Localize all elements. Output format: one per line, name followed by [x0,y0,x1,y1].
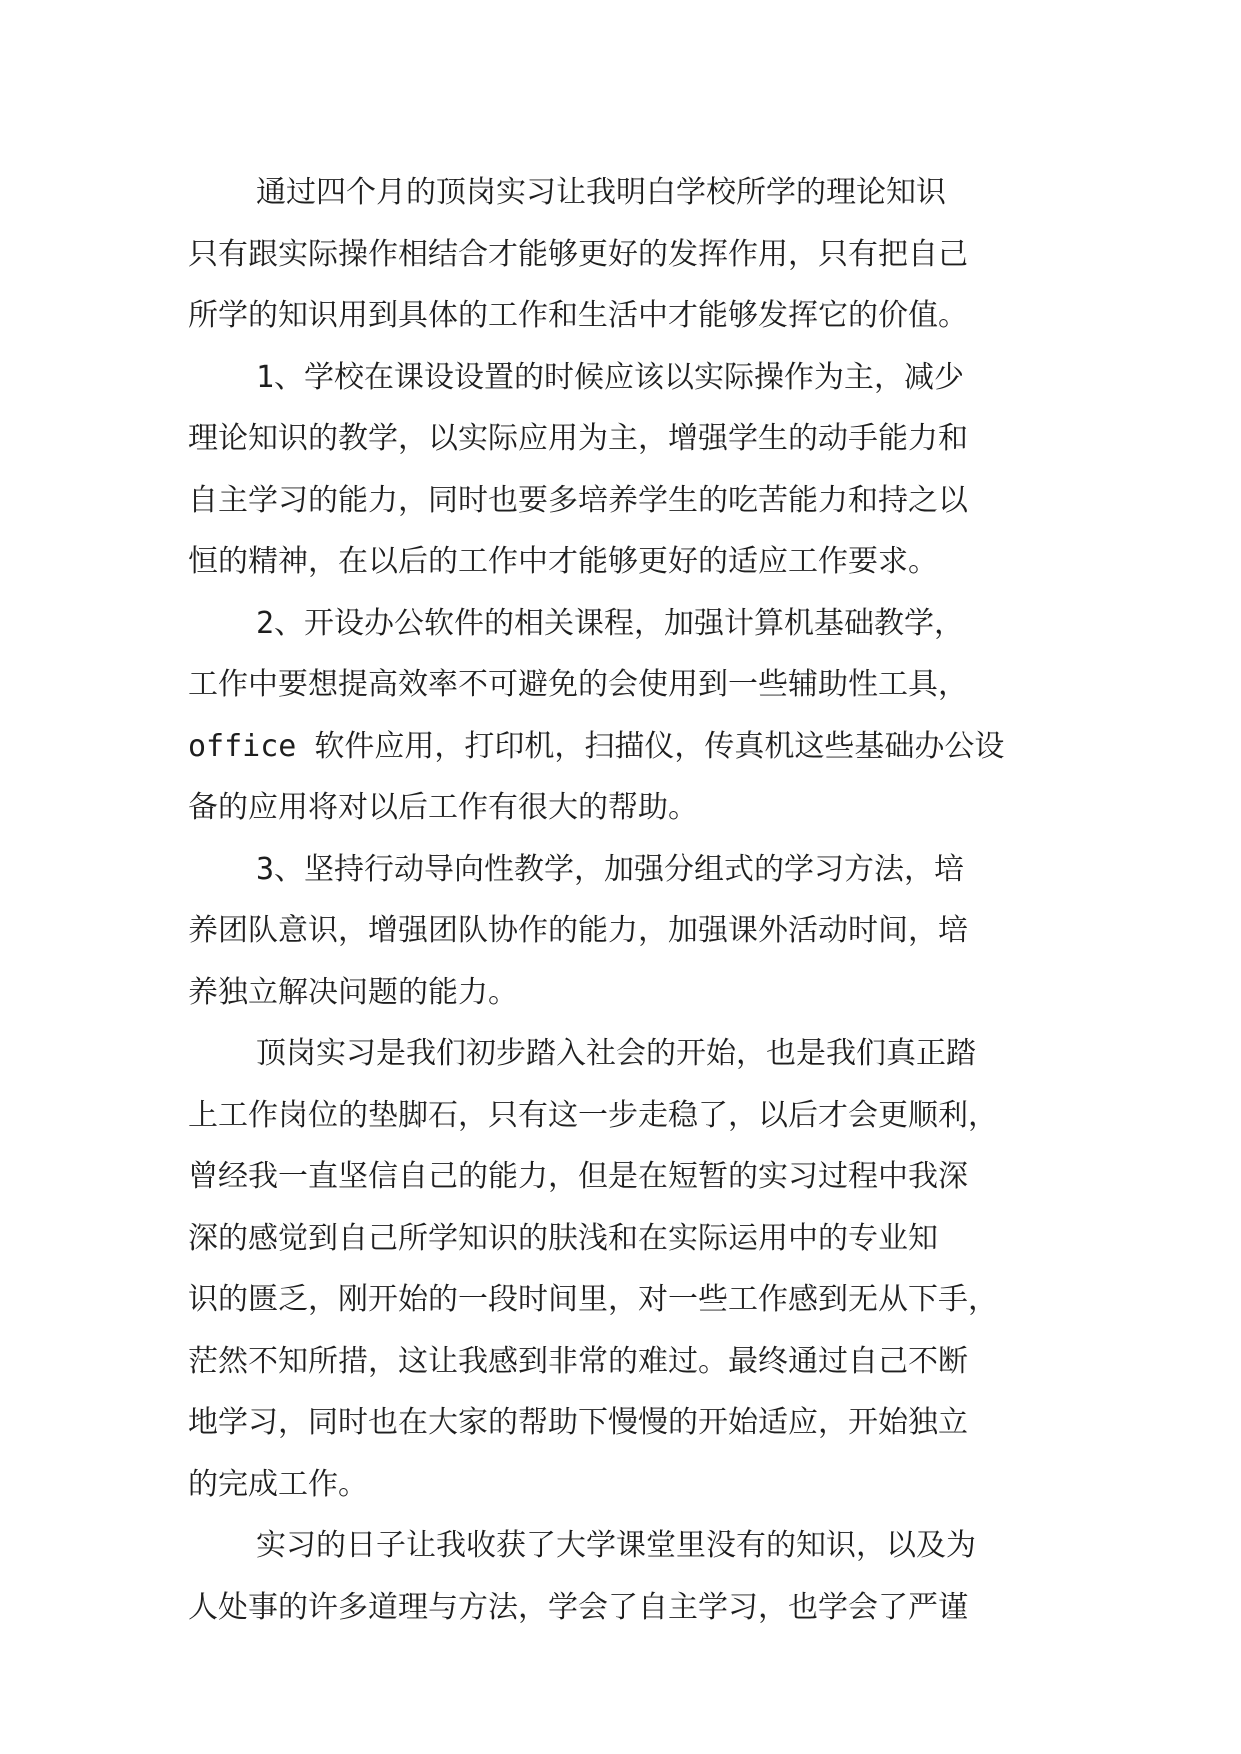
text-line: 养团队意识，增强团队协作的能力，加强课外活动时间，培 [188,913,968,948]
text-line: 识的匮乏，刚开始的一段时间里，对一些工作感到无从下手， [188,1282,998,1317]
text-line: 工作中要想提高效率不可避免的会使用到一些辅助性工具， [188,667,968,702]
text-line: 备的应用将对以后工作有很大的帮助。 [188,790,698,825]
text-line: 自主学习的能力，同时也要多培养学生的吃苦能力和持之以 [188,482,968,518]
text-line: 3、坚持行动导向性教学，加强分组式的学习方法，培 [256,851,965,887]
text-line: 顶岗实习是我们初步踏入社会的开始，也是我们真正踏 [256,1036,976,1071]
text-line: 1、学校在课设设置的时候应该以实际操作为主，减少 [256,359,965,395]
text-line: 通过四个月的顶岗实习让我明白学校所学的理论知识 [256,175,946,210]
text-line: 只有跟实际操作相结合才能够更好的发挥作用，只有把自己 [188,236,968,272]
text-line: 地学习，同时也在大家的帮助下慢慢的开始适应，开始独立 [188,1405,968,1440]
text-line: 恒的精神，在以后的工作中才能够更好的适应工作要求。 [188,544,938,579]
text-line: 2、开设办公软件的相关课程，加强计算机基础教学， [256,605,965,641]
text-line: 上工作岗位的垫脚石，只有这一步走稳了，以后才会更顺利， [188,1097,998,1133]
paragraph [188,347,1054,593]
text-line: office 软件应用，打印机，扫描仪，传真机这些基础办公设 [188,728,1005,764]
text-line: 实习的日子让我收获了大学课堂里没有的知识，以及为 [256,1528,976,1563]
text-line: 人处事的许多道理与方法，学会了自主学习，也学会了严谨 [188,1589,968,1625]
paragraph [188,1023,1054,1515]
document-body [188,162,1054,1638]
paragraph [188,162,1054,347]
text-line: 理论知识的教学，以实际应用为主，增强学生的动手能力和 [188,421,968,456]
paragraph [188,839,1054,1024]
text-line: 茫然不知所措，这让我感到非常的难过。最终通过自己不断 [188,1343,968,1379]
text-line: 深的感觉到自己所学知识的肤浅和在实际运用中的专业知 [188,1220,938,1256]
text-line: 所学的知识用到具体的工作和生活中才能够发挥它的价值。 [188,298,968,333]
text-line: 养独立解决问题的能力。 [188,974,518,1010]
paragraph [188,1515,1054,1638]
paragraph [188,593,1054,839]
text-line: 的完成工作。 [188,1466,368,1502]
text-line: 曾经我一直坚信自己的能力，但是在短暂的实习过程中我深 [188,1159,968,1194]
